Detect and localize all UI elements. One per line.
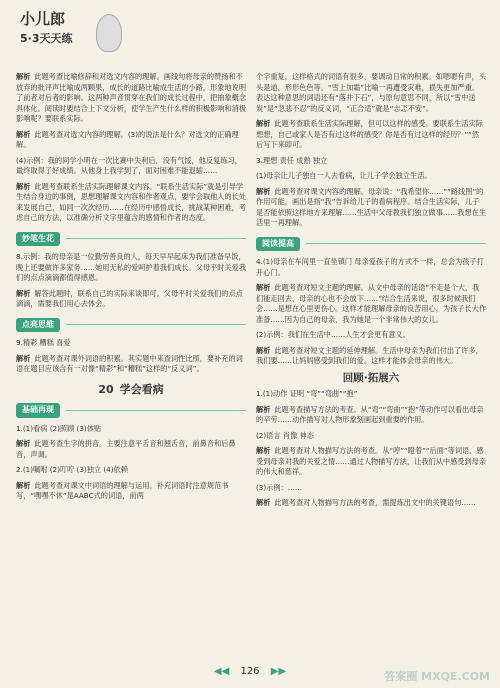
lesson-name: 学会看病	[119, 382, 164, 396]
paragraph-text: 此题考查对课文内容的理解。母亲说：“我希望你……”“路线图”的作用可能，画出是指“我”告诉给儿子的看病程序。结合生活实际，儿子是否能依照这样地方来理解……生活中父母教我们独立做事……我想在生活里一再理解。	[256, 186, 487, 227]
section-divider	[66, 410, 246, 411]
logo-main-text: 小儿郎	[20, 10, 66, 28]
paragraph-text: 此题考查对选文内容的理解。(3)的说法是什么？对选文的正确理解。	[16, 129, 239, 149]
paragraph	[256, 257, 486, 278]
paragraph	[16, 252, 246, 284]
paragraph	[256, 389, 486, 400]
paragraph-text: 此题考查联系生活实际理解课文内容。“联系生活实际”就是引导学生结合身边的事例，思想理解课文内容和作者观点，要学会取他人的长处来发展自己，如同一次次经历……在经历中感悟成长，挑战某种困难，考虑自己的方法，以准确分析文字里蕴含的感情和作者的态度。	[16, 181, 247, 222]
paragraph	[16, 182, 246, 224]
paragraph	[256, 119, 486, 151]
analysis-label: 解析	[256, 446, 271, 455]
paragraph	[16, 72, 246, 125]
paragraph-text: 此题考查对短文主题的理解。从文中母亲的话语“不走是个大，我们能走回去，母亲的心也不会放下……”结合生活来说，很多时候我们会……是想在心里更伤心。这样才能理解母亲的良苦用心，为孩子长大作准备……因为自己的母亲，我为她是一个非常伟大的女儿。	[256, 283, 487, 324]
section-badge: 阅读提高	[256, 237, 300, 252]
analysis-label: 解析	[16, 288, 31, 298]
lesson-title	[16, 382, 246, 396]
section-badge: 基础再现	[16, 403, 60, 418]
paragraph	[256, 330, 486, 341]
paragraph-text: 此题考查描写方法的考查。从“弯”“弯曲”“抱”等动作可以看出母亲的辛劳……动作描写对人物形象刻画起到重要的作用。	[256, 404, 484, 424]
paragraph	[256, 171, 486, 182]
section-heading	[256, 237, 486, 252]
paragraph	[256, 187, 486, 229]
prev-page-icon[interactable]: ◀◀	[213, 666, 230, 677]
book-logo	[20, 8, 110, 54]
paragraph	[16, 481, 246, 502]
paragraph-text: (2)示例：我们在生活中……人生才会更有意义。	[256, 330, 410, 339]
analysis-label: 解析	[16, 480, 31, 490]
paragraph	[16, 338, 246, 349]
right-column	[256, 72, 486, 514]
next-page-icon[interactable]: ▶▶	[270, 666, 287, 677]
paragraph	[256, 498, 486, 509]
section-badge: 点亮思维	[16, 318, 60, 333]
paragraph-text: 解答此题时，联系自己的实际来谈即可。父母平时关爱我们的点点滴滴，需要我们用心去体会。	[16, 288, 243, 308]
paragraph-text: 1.(1)看病 (2)照顾 (3)体贴	[16, 423, 102, 433]
analysis-label: 解析	[256, 119, 271, 128]
analysis-label: 解析	[256, 345, 271, 355]
paragraph-text: (4)示例：我的同学小明在一次比赛中失利后，没有气馁，他反复练习，最终取得了好成绩。从他身上我学到了，面对困难不能退缩……	[16, 155, 242, 175]
mascot-icon	[96, 14, 122, 52]
left-column	[16, 72, 246, 507]
paragraph	[16, 354, 246, 375]
page-number: 126	[240, 666, 260, 677]
watermark: 答案圈 MXQE.COM	[384, 670, 490, 683]
paragraph-text: (3)示例：……	[256, 482, 303, 492]
paragraph	[16, 156, 246, 177]
paragraph	[256, 431, 486, 442]
paragraph-text: (1)母亲让儿子独自一人去看病，让儿子学会独立生活。	[256, 171, 432, 180]
paragraph	[16, 424, 246, 435]
paragraph-text: 个字重复，这样格式的词语有很多，要调动日常的积累。如嗯嗯有声，头头是道，形形色色等。“雪上加霜”比喻一再遭受灾难，损失更加严重。表达这种意思的词语还有“落井下石”，与原句意思不同，所以“雪中送炭”是“忽悲不忍”的反义词，“正合适”就是“忐忑不安”。	[256, 72, 487, 113]
analysis-label: 解析	[16, 72, 31, 81]
paragraph-text: 9.精彩 糟糕 喜爱	[16, 338, 71, 347]
analysis-label: 解析	[256, 186, 271, 196]
page-header	[0, 0, 500, 62]
section-heading	[16, 318, 246, 333]
logo-sub-text: 5·3天天练	[20, 32, 73, 45]
paragraph	[16, 439, 246, 460]
paragraph-text: 此题考查比喻修辞和对选文内容的理解。画线句将母亲的赞扬和不放弃的批评声比喻成两颗果，成长的道路比喻成生活的小路，形象地说明了前者对后者的影响。这两种声音贯穿在我们的成长过程中，把抽象概念具体化。阅读时要结合上下文分析，使学生产生什么样的积极影响和消极影响呢？要联系实际。	[16, 72, 247, 123]
paragraph	[256, 156, 486, 167]
analysis-label: 解析	[16, 181, 31, 191]
paragraph	[16, 289, 246, 310]
paragraph-text: 此题考查对课文中词语的理解与运用。补充词语时注意规范书写，“嘿嘿不休”是AABC式的词语，前两	[16, 480, 229, 500]
section-divider	[306, 243, 486, 244]
review-title: 回顾·拓展六	[342, 371, 400, 384]
paragraph	[256, 446, 486, 478]
paragraph-text: 此题考查对短文主题的延伸理解。生活中母亲为我们付出了许多，我们要……让妈妈感受到我们的爱。这样才能体会母亲的伟大。	[256, 345, 483, 365]
paragraph-text: 此题考查对人物描写方法的考查。从“哼”“瞪着”“后面”等词语，感受到母亲对我的关爱之情……通过人物描写方法，让我们从中感受到母亲的伟大和慈祥。	[256, 446, 487, 476]
paragraph-text: 2.(1)嘱咐 (2)叮咛 (3)独立 (4)依赖	[16, 465, 128, 474]
paragraph	[256, 483, 486, 494]
paragraph	[16, 465, 246, 476]
paragraph-text: (2)语言 肖像 神态	[256, 430, 314, 440]
section-heading	[16, 232, 246, 247]
paragraph	[256, 283, 486, 325]
paragraph-text: 此题考查生字的拼音。主要注意平舌音和翘舌音，前鼻音和后鼻音，声调。	[16, 439, 236, 459]
paragraph-text: 1.(1)动作 证明 “弯”“弯曲”“抱”	[256, 389, 358, 398]
section-divider	[66, 324, 246, 325]
paragraph	[256, 72, 486, 114]
paragraph-text: 此题考查联系生活实际理解，但可以这样的感受。要联系生活实际想想，自己或家人是否有过这样的感受？你是否有过这样的经历？”“然后写下来即可。	[256, 119, 483, 149]
analysis-label: 解析	[16, 129, 31, 139]
paragraph-text: 8.示例：我的母亲是一位勤劳善良的人，每天早早起床为我们准备早饭，晚上还要做许多家务……她用无私的爱呵护着我们成长。父母平时关爱我们的点点滴滴都值得感恩。	[16, 252, 247, 282]
paragraph-text: 3.理想 责任 成熟 独立	[256, 155, 328, 165]
analysis-label: 解析	[16, 353, 31, 363]
analysis-label: 解析	[256, 404, 271, 414]
paragraph-text: 此题考查对课外词语的积累。其实题中来查词性比照，要补充的词语在题目应该含有一对像“精彩”和“糟糕”这样的“反义词”。	[16, 353, 243, 373]
lesson-number: 20	[98, 382, 114, 396]
analysis-label: 解析	[16, 439, 31, 448]
analysis-label: 解析	[256, 498, 271, 507]
analysis-label: 解析	[256, 283, 271, 292]
paragraph	[16, 130, 246, 151]
section-divider	[66, 238, 246, 239]
paragraph	[256, 405, 486, 426]
section-heading	[16, 403, 246, 418]
paragraph-text: 4.(1)母亲在车间里一直坐镇门 母亲爱孩子的方式不一样，总会为孩子打开心门。	[256, 257, 484, 277]
paragraph	[256, 346, 486, 367]
section-badge: 妙笔生花	[16, 232, 60, 247]
paragraph-text: 此题考查对人物描写方法的考查，需提炼出文中的关键语句……	[274, 498, 476, 507]
